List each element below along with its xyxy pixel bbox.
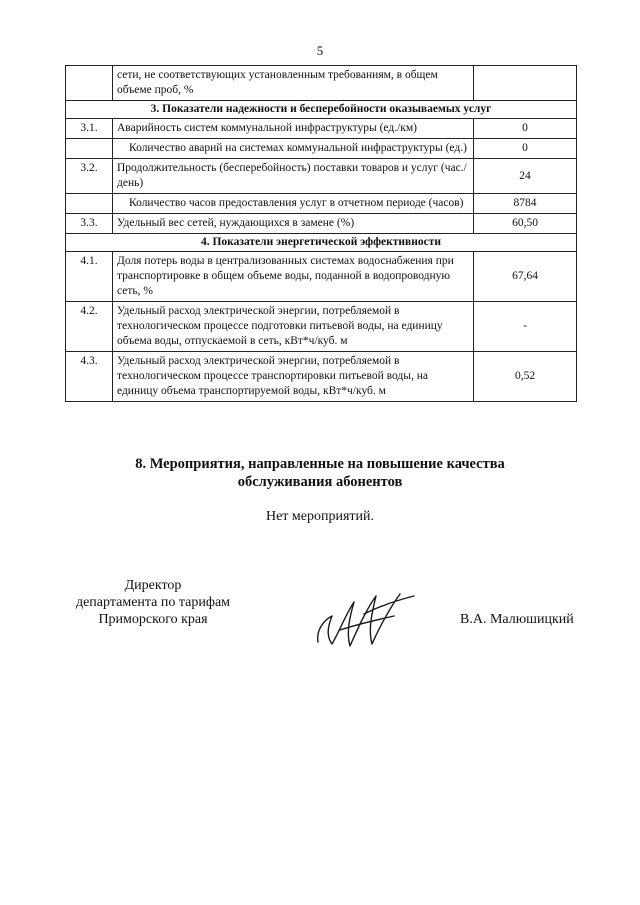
row-value: 0 (474, 119, 577, 139)
row-description: Аварийность систем коммунальной инфраструктуры (ед./км) (113, 119, 474, 139)
row-number (66, 194, 113, 214)
row-number (66, 139, 113, 159)
signer-name: В.А. Малюшицкий (460, 612, 574, 627)
table-row (66, 214, 577, 234)
table-row (66, 66, 577, 101)
position-line: Директор (124, 578, 182, 593)
signer-position (58, 577, 248, 628)
row-number: 3.1. (66, 119, 113, 139)
row-description: сети, не соответствующих установленным требованиям, в общем объеме проб, % (113, 66, 474, 101)
row-description: Удельный вес сетей, нуждающихся в замене (%) (113, 214, 474, 234)
row-value: 8784 (474, 194, 577, 214)
no-events-text: Нет мероприятий. (265, 509, 375, 524)
row-description: Количество часов предоставления услуг в отчетном периоде (часов) (113, 194, 474, 214)
section-title: 4. Показатели энергетической эффективности (66, 234, 577, 252)
row-value (474, 66, 577, 101)
position-line: департамента по тарифам (75, 595, 231, 610)
row-value: 0 (474, 139, 577, 159)
row-description: Доля потерь воды в централизованных системах водоснабжения при транспортировке в общем объеме воды, поданной в водопроводную сеть, % (113, 252, 474, 302)
row-value: 60,50 (474, 214, 577, 234)
section-title: 3. Показатели надежности и бесперебойности оказываемых услуг (66, 101, 577, 119)
row-value: - (474, 302, 577, 352)
row-value: 0,52 (474, 352, 577, 402)
section-header-row (66, 101, 577, 119)
row-number: 3.2. (66, 159, 113, 194)
table-row (66, 252, 577, 302)
table-row (66, 139, 577, 159)
row-number: 3.3. (66, 214, 113, 234)
row-value: 67,64 (474, 252, 577, 302)
section8-heading-line1: 8. Мероприятия, направленные на повышение качества (135, 456, 505, 472)
section8-heading-line2: обслуживания абонентов (237, 474, 403, 490)
handwritten-signature (310, 580, 420, 650)
row-number (66, 66, 113, 101)
page-number: 5 (316, 43, 324, 58)
metrics-table (65, 65, 577, 402)
table-row (66, 302, 577, 352)
table-row (66, 159, 577, 194)
row-description: Удельный расход электрической энергии, потребляемой в технологическом процессе подготовки питьевой воды, на единицу объема воды, отпускаемой в сеть, кВт*ч/куб. м (113, 302, 474, 352)
row-description: Продолжительность (бесперебойность) поставки товаров и услуг (час./день) (113, 159, 474, 194)
row-description: Удельный расход электрической энергии, потребляемой в технологическом процессе транспортировки питьевой воды, на единицу объема транспортируемой воды, кВт*ч/куб. м (113, 352, 474, 402)
table-row (66, 194, 577, 214)
row-description: Количество аварий на системах коммунальной инфраструктуры (ед.) (113, 139, 474, 159)
row-value: 24 (474, 159, 577, 194)
section8-heading (0, 455, 640, 491)
section-header-row (66, 234, 577, 252)
position-line: Приморского края (98, 612, 208, 627)
table-row (66, 352, 577, 402)
row-number: 4.3. (66, 352, 113, 402)
table-row (66, 119, 577, 139)
row-number: 4.2. (66, 302, 113, 352)
row-number: 4.1. (66, 252, 113, 302)
